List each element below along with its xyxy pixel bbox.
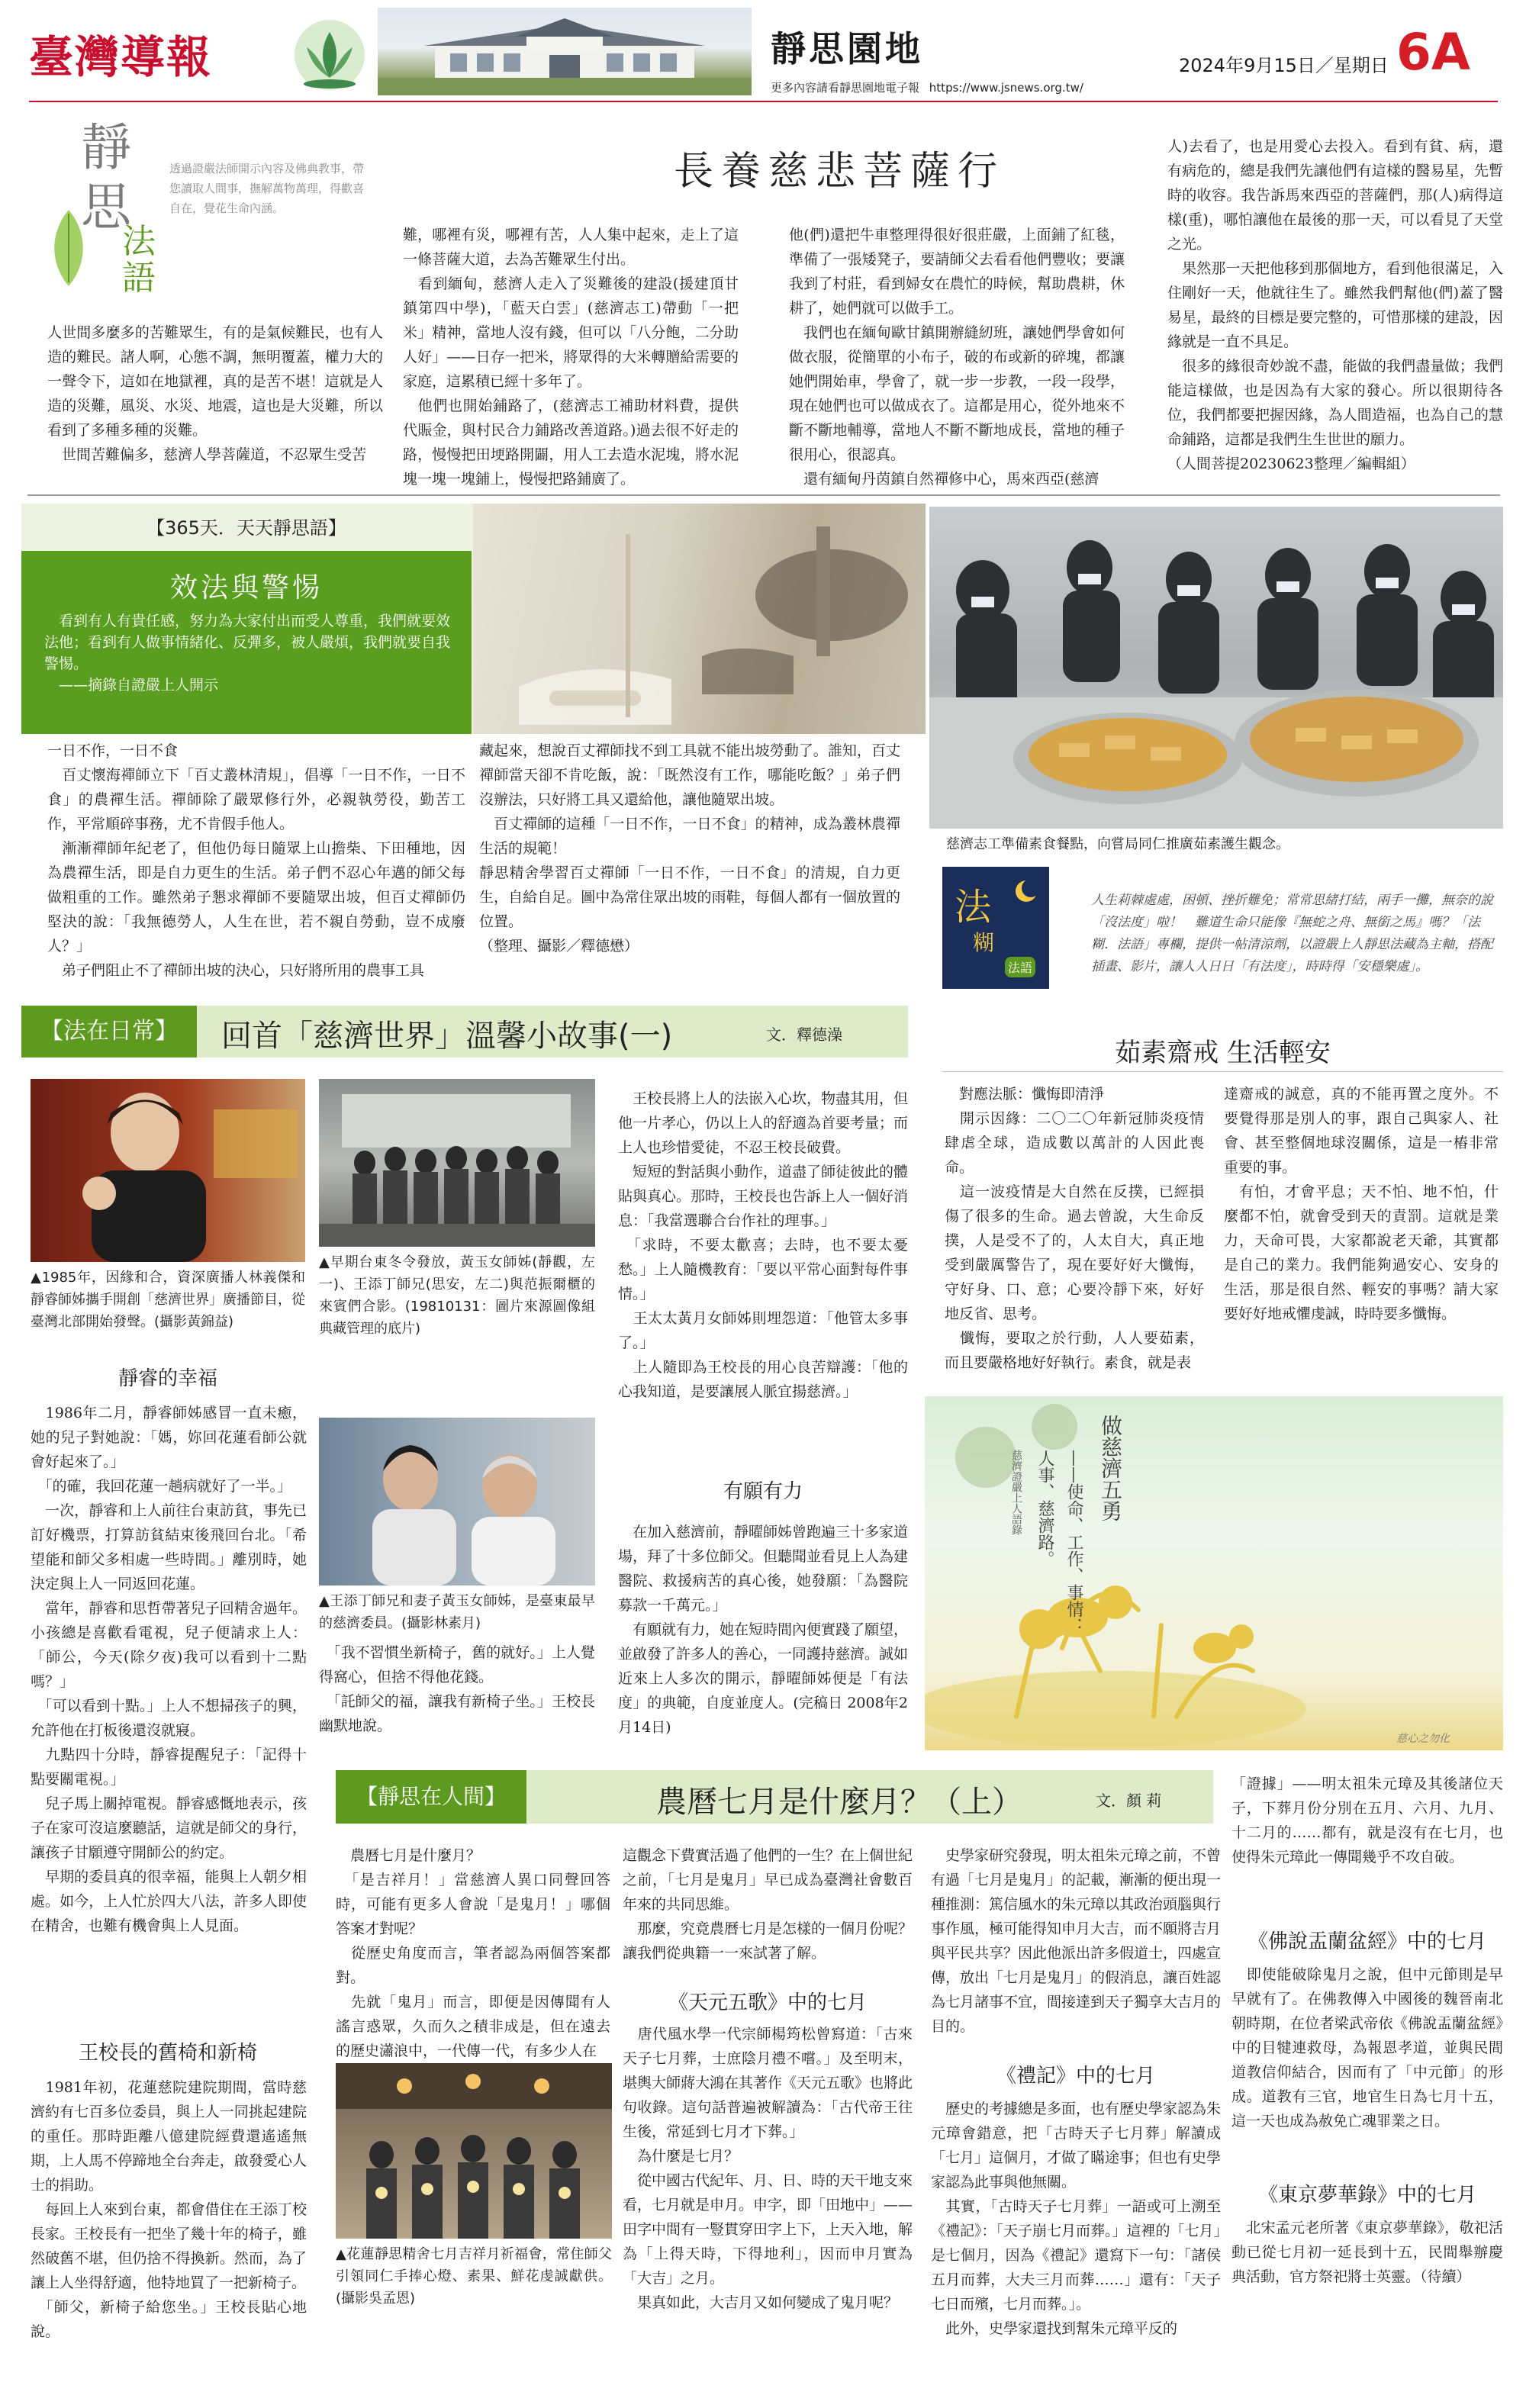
five-virtues-title: 做慈濟五勇 [1098,1415,1123,1521]
jingsi-text-left: 一日不作，一日不食 百丈懷海禪師立下「百丈叢林清規」，倡導「一日不作，一日不食」的農禪生活。禪師除了嚴眾修行外，必親執勞役，勤苦工作，平常順碎事務，尤不肯假手他人。 漸漸禪師年紀老了，但他仍每日隨眾上山擔柴、下田種地，因為農禪生活，即是自力更生的生活。弟子們不忍心年邁的師父每做粗重的工作。雖然弟子懇求禪師不要隨眾出坡，但百丈禪師仍堅決的說：「我無德勞人，人生在世，若不親自勞動，豈不成廢人？」 弟子們阻止不了禪師出坡的決心，只好將所用的農事工具 [47,742,465,979]
newspaper-logo: 臺灣導報 [29,31,213,83]
fatu-logo-tag: 法語 [1005,957,1035,977]
page-number: 6A [1396,23,1471,82]
ghost-c2-body: 唐代風水學一代宗師楊筠松曾寫道：「古來天子七月葬，士庶陰月禮不嚐。」及至明末，堪輿大師蔣大鴻在其著作《天元五歌》也將此句收錄。這句話普遍被解讀為：「古代帝王往生後，常延到七月才下葬。」 為什麼是七月？ 從中國古代紀年、月、日、時的天干地支來看，七月就是申月。申字，即「田地中」——田字中間有一豎貫穿田字上下，上天入地，解為「上得天時，下得地利」，因而申月實為「大吉」之月。 果真如此，大吉月又如何變成了鬼月呢？ [623,2026,913,2311]
ghost-title: 農曆七月是什麼月？（上） [656,1785,1022,1820]
site-url-link[interactable]: https://www.jsnews.org.tw/ [929,81,1083,95]
dharma-title: 回首「慈濟世界」溫馨小故事(一) [221,1019,673,1054]
ghost-c4-body: 即使能破除鬼月之說，但中元節則是早早就有了。在佛教傳入中國後的魏晉南北朝時期，在位者梁武帝依《佛說盂蘭盆經》中的目犍連救母，為報恩孝道，並與民間道教信仰結合，因而有了「中元節」的形成。道教有三官，地官生日為七月十五，這一天也成為赦免亡魂罪業之日。 [1231,1966,1503,2130]
dharma-s3: 在加入慈濟前，靜曜師姊曾跑遍三十多家道場，拜了十多位師父。但聽聞並看見上人為建醫院、救援病苦的真心後，她發願：「為醫院募款一千萬元。」 有願就有力，她在短時間內便實踐了願望，並啟發了許多人的善心，一同護持慈濟。誠如近來上人多次的開示，靜曜師姊便是「有法度」的典範，自度並度人。(完稿日 2008年2月14日) [618,1524,909,1736]
ghost-c4-heading: 《佛說盂蘭盆經》中的七月 [1248,1930,1486,1953]
broadcast-caption: ▲1985年，因緣和合，資深廣播人林義傑和靜睿師姊攜手開創「慈濟世界」廣播節目，從臺灣北部開始發聲。(攝影黃錦益) [31,1270,305,1330]
jingsi-text-right: 藏起來，想說百丈禪師找不到工具就不能出坡勞動了。誰知，百丈禪師當天卻不肯吃飯，說：「既然沒有工作，哪能吃飯？」弟子們沒辦法，只好將工具又還給他，讓他隨眾出坡。 百丈禪師的這種「一日不作，一日不食」的精神，成為叢林農禪生活的規範！ 靜思精舍學習百丈禪師「一日不作，一日不食」的清規，自力更生，自給自足。圖中為常住眾出坡的雨鞋，每個人都有一個放置的位置。 （整理、攝影／釋德懋） [479,742,900,955]
taitung-group-photo [319,1079,595,1247]
fatu-logo [942,867,1049,989]
logo-char-4: 語 [122,259,156,298]
dharma-s2: 1981年初，花蓮慈院建院期間，當時慈濟約有七百多位委員，與上人一同挑起建院的重任。那時距離八億建院經費還遙遙無期，上人馬不停蹄地全台奔走，啟發愛心人士的捐助。 每回上人來到台東，都會借住在王添丁校長家。王校長有一把坐了幾十年的椅子，雖然破舊不堪，但仍捨不得換新。然而，為了讓上人坐得舒適，他特地買了一把新椅子。 「師父，新椅子給您坐。」王校長貼心地說。 [31,2079,307,2340]
masthead-divider [29,101,1498,102]
site-note [771,79,1083,95]
masthead [0,0,1526,107]
jingsi-quote: 看到有人有貴任感，努力為大家付出而受人尊重，我們就要效法他；看到有人做事情緒化、反彈多，被人嚴煩，我們就要自我警惕。 ——摘錄自證嚴上人開示 [44,613,451,694]
fatu-logo-big: 法 [955,886,992,929]
abode-building-photo [378,8,752,95]
fatu-logo-small: 糊 [973,930,995,955]
dharma-h1: 靜睿的幸福 [118,1367,217,1390]
five-virtues-line1: ——使命、工作、事情： [1064,1450,1083,1634]
dharma-mid: 「我不習慣坐新椅子，舊的就好。」上人覺得窩心，但捨不得他花錢。 「託師父的福，讓我有新椅子坐。」王校長幽默地說。 [319,1644,595,1734]
fatu-title: 茹素齋戒 生活輕安 [1115,1038,1331,1068]
logo-char-3: 法 [122,222,156,261]
couple-caption: ▲王添丁師兄和妻子黃玉女師姊，是臺東最早的慈濟委員。(攝影林素月) [319,1593,595,1631]
five-virtues-line2: 人事、慈濟路。 [1035,1450,1054,1567]
rain-boots-photo [473,504,926,734]
article1-col2: 難，哪裡有災，哪裡有苦，人人集中起來，走上了這一條菩薩大道，去為苦難眾生付出。 看到緬甸，慈濟人走入了災難後的建設(援建頂甘鎮第四中學)，「藍天白雲」(慈濟志工)帶動「一把米」精神，當地人沒有錢，但可以「八分飽，二分助人好」——日存一把米，將眾得的大米轉贈給需要的家庭，這累積已經十多年了。 他們也開始鋪路了，(慈濟志工補助材料費，提供代賑金，與村民合力鋪路改善道路。)過去很不好走的路，慢慢把田埂路開闢，用人工去造水泥塊，將水泥塊一塊一塊鋪上，慢慢把路鋪廣了。 [403,227,739,488]
ghost-c3-body: 歷史的考據總是多面，也有歷史學家認為朱元璋會錯意，把「古時天子七月葬」解讀成「七月」這個月，才做了瞞途事；但也有史學家認為此事與他無關。 其實，「古時天子七月葬」一語或可上溯至《禮記》：「天子崩七月而葬。」這裡的「七月」是七個月，因為《禮記》還寫下一句：「諸侯五月而葬，大夫三月而葬……」還有：「天子七日而殯，七月而葬。」。 此外，史學家還找到幫朱元璋平反的 [931,2101,1222,2337]
five-virtues-small: 慈濟證嚴上人語錄 [1010,1450,1022,1535]
article1-col1: 人世間多麼多的苦難眾生，有的是氣候難民，也有人造的難民。諸人啊，心態不調，無明覆蓋，權力大的一聲令下，這如在地獄裡，真的是苦不堪！這就是人造的災難，風災、水災、地震，這也是大災難，所以看到了多種多種的災難。 世間苦難偏多，慈濟人學菩薩道，不忍眾生受苦 [47,324,383,463]
ghost-c3-heading: 《禮記》中的七月 [996,2065,1155,2088]
ghost-c1: 農曆七月是什麼月？ 「是吉祥月！」當慈濟人異口同聲回答時，可能有更多人會說「是鬼月！」哪個答案才對呢？ 從歷史角度而言，筆者認為兩個答案都對。 先就「鬼月」而言，即便是因傳聞有人謠言惑眾，久而久之積非成是，但在遠去的歷史瀟浪中，一代傳一代，有多少人在 [336,1847,610,2059]
dharma-right: 王校長將上人的法嵌入心坎，物盡其用，但他一片孝心，仍以上人的舒適為首要考量；而上人也珍惜愛徒，不忍王校長破費。 短短的對話與小動作，道盡了師徒彼此的體貼與真心。那時，王校長也告訴上人一個好消息：「我當選聯合台作社的理事。」 「求時，不要太歡喜；去時，也不要太憂愁。」上人隨機教育：「要以平常心面對每件事情。」 王太太黃月女師姊則埋怨道：「他管太多事了。」 上人隨即為王校長的用心良苦辯護：「他的心我知道，是要讓展人脈宜揚慈濟。」 [618,1090,909,1400]
couple-photo [319,1418,595,1585]
ghost-c2: 這觀念下費實活過了他們的一生？在上個世紀之前，「七月是鬼月」早已成為臺灣社會數百年來的共同思維。 那麼，究竟農曆七月是怎樣的一個月份呢？讓我們從典籍一一來試著了解。 [623,1847,913,1962]
dharma-h3: 有願有力 [723,1480,803,1503]
ghost-c2-heading: 《天元五歌》中的七月 [668,1991,867,2014]
lantern-ceremony-photo [336,2063,612,2239]
fatu-col1: 對應法脈：懺悔即清淨 開示因緣：二〇二〇年新冠肺炎疫情肆虐全球，造成數以萬計的人因此喪命。 這一波疫情是大自然在反撲，已經損傷了很多的生命。過去曾說，大生命反撲，人是受不了的，人太自大，真正地受到嚴厲警告了，現在要好好大懺悔，守好身、口、意；心要冷靜下來，好好地反省、思考。 懺悔，要取之於行動，人人要茹素，而且要嚴格地好好執行。素食，就是表 [945,1086,1204,1371]
site-note-label: 更多內容請看靜思園地電子報 [771,81,920,95]
ghost-tag: 【靜思在人間】 [336,1770,526,1824]
dharma-h2: 王校長的舊椅和新椅 [78,2042,257,2065]
jingsi-logo [46,107,160,298]
taitung-caption: ▲早期台東冬令發放，黃玉女師姊(靜觀，左一)、王添丁師兄(思安，左二)與范振爾櫃的來賓們合影。(19810131：圖片來源圖像組典藏管理的底片) [319,1254,595,1337]
dharma-tag: 【法在日常】 [21,1006,197,1058]
lantern-caption: ▲花蓮靜思精舍七月吉祥月祈福會，常住師父引領同仁手捧心燈、素果、鮮花虔誠獻供。(攝影吳孟恩) [336,2246,612,2307]
logo-char-2: 思 [81,178,131,237]
dharma-author: 文．釋德澡 [766,1025,842,1044]
jingsi-title: 效法與警惕 [169,572,323,604]
kitchen-caption: 慈濟志工準備素食餐點，向嘗局同仁推廣茹素護生觀念。 [946,836,1289,852]
ghost-author: 文．顏 莉 [1096,1792,1162,1810]
fatu-col2: 達齋戒的誠意，真的不能再置之度外。不要覺得那是別人的事，跟自己與家人、社會、甚至整個地球沒關係，這是一樁非常重要的事。 有怕，才會平息；天不怕、地不怕，什麼都不怕，就會受到天的責罰。這就是業力，天命可畏，大家都說老天爺，其實都是自己的業力。我們能夠過安心、安身的生活，那是很自然、輕安的事嗎？請大家要好好地戒懼虔誠，時時要多懺悔。 [1224,1086,1499,1322]
section-title: 靜思園地 [771,28,923,69]
intro-description: 透過證嚴法師開示內容及佛典教事，帶您讀取人間事，撫解萬物萬理，得歡喜自在，覺花生命內涵。 [169,162,365,215]
ghost-c4: 「證據」——明太祖朱元璋及其後諸位天子，下葬月份分別在五月、六月、九月、十二月的……都有，就是沒有在七月，也使得朱元璋此一傳聞幾乎不攻自破。 [1231,1775,1503,1866]
moon-icon [1013,877,1040,905]
jingsi-tag: 【365天．天天靜思語】 [146,517,346,539]
leaf-icon [46,206,92,290]
ghost-c3: 史學家研究發現，明太祖朱元璋之前，不曾有過「七月是鬼月」的記載，漸漸的便出現一種推測：篤信風水的朱元璋以其政治頭腦與行事作風，極可能得知申月大吉，而不願將吉月與平民共享？因此他派出許多假道士，四處宣傳，放出「七月是鬼月」的假消息，讓百姓認為七月諸事不宜，間接達到天子獨享大吉月的目的。 [931,1847,1222,2035]
issue-date: 2024年9月15日／星期日 [1179,55,1389,76]
article1-title: 長養慈悲菩薩行 [673,149,1005,195]
divider-1 [27,494,1500,496]
volunteers-kitchen-photo [929,507,1503,829]
article1-col4: 人)去看了，也是用愛心去投入。看到有貧、病，還有病危的，總是我們先讓他們有這樣的醫易星，先暫時的收容。我告訴馬來西亞的菩薩們，那(人)病得這樣(重)，哪怕讓他在最後的那一天，可以看見了天堂之光。 果然那一天把他移到那個地方，看到他很滿足，入住剛好一天，他就往生了。雖然我們幫他(們)蓋了醫易星，最終的目標是要完整的，可惜那樣的建設，因緣就是一直不具足。 很多的緣很奇妙說不盡，能做的我們盡量做；我們能這樣做，也是因為有大家的發心。所以很期待各位，我們都要把握因緣，為人間造福，也為自己的慧命鋪路，這都是我們生生世世的願力。 （人間菩提20230623整理／編輯組） [1167,138,1503,472]
fatu-description: 人生莉棘處處，困頓、挫折難免；常常思緒打結，兩手一攤，無奈的說「沒法度」啦！ 難道生命只能像『無蛇之舟、無銜之馬』嗎？「法糊．法語」專欄，提供一帖清涼劑，以證嚴上人靜思法藏為主軸，搭配插畫、影片，讓人人日日「有法度」，時時得「安穩樂處」。 [1091,893,1493,974]
broadcast-photo [31,1079,305,1262]
dharma-s1: 1986年二月，靜睿師姊感冒一直未癒，她的兒子對她說：「媽，妳回花蓮看師公就會好起來了。」 「的確，我回花蓮一趟病就好了一半。」 一次，靜睿和上人前往台東訪貧，事先已訂好機票，打算訪貧結束後飛回台北。「希望能和師父多相處一些時間。」離別時，她決定與上人一同返回花蓮。 當年，靜睿和思哲帶著兒子回精舍過年。小孩總是喜歡看電視，兒子便請求上人：「師公，今天(除夕夜)我可以看到十二點嗎？」 「可以看到十點。」上人不想掃孩子的興，允許他在打板後還沒就寢。 九點四十分時，靜睿提醒兒子：「記得十點要關電視。」 兒子馬上關掉電視。靜睿感慨地表示，孩子在家可沒這麼聽話，這就是師父的身行，讓孩子甘願遵守開師公的約定。 早期的委員真的很幸福，能與上人朝夕相處。如今，上人忙於四大八法，許多人即使在精舍，也難有機會與上人見面。 [31,1405,307,1934]
logo-char-1: 靜 [81,118,131,177]
fatu-divider [942,1071,1503,1072]
five-virtues-signature: 慈心之勿化 [1396,1733,1450,1745]
ghost-c4-body2: 北宋孟元老所著《東京夢華錄》，敬祀活動已從七月初一延長到十五，民間舉辦慶典活動，官方祭祀將士英靈。（待續） [1231,2220,1503,2285]
article1-col3: 他(們)還把牛車整理得很好很莊嚴，上面鋪了紅毯，準備了一張矮凳子，要請師父去看看他們豐收；要讓我到了村莊，看到婦女在農忙的時候，幫助農耕，休耕了，她們就可以做手工。 我們也在緬甸歐甘鎮開辦縫紉班，讓她們學會如何做衣服，從簡單的小布子，破的布或新的碎塊，都讓她們開始車，學會了，就一步一步教，一段一段學，現在她們也可以做成衣了。這都是用心，從外地來不斷不斷地輔導，當地人不斷不斷地成長，當地的種子很用心，很認真。 還有緬甸丹茵鎮自然禪修中心，馬來西亞(慈濟 [789,227,1125,488]
lotus-emblem-icon [284,17,375,93]
ghost-c4-heading2: 《東京夢華錄》中的七月 [1257,2184,1476,2207]
